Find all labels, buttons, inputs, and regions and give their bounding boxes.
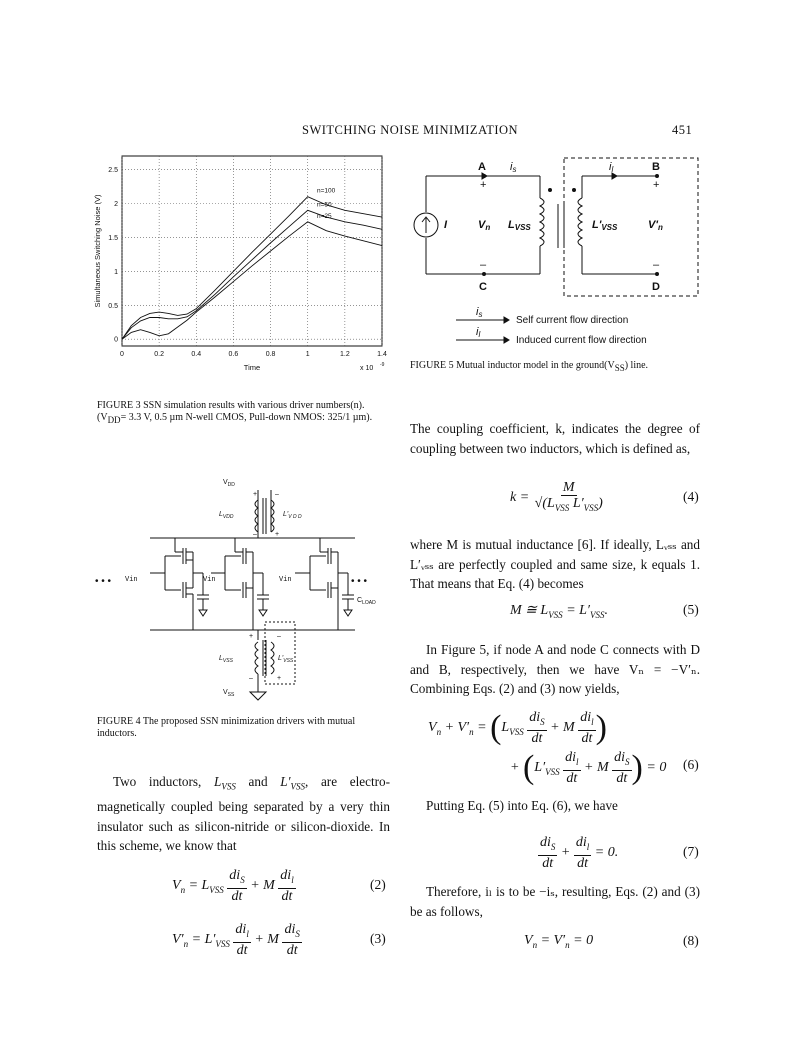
svg-text:il: il [609, 161, 614, 174]
y-tick-label: 2.5 [108, 167, 118, 175]
svg-text:L'V D D: $L'_{V D D}$ [283, 511, 302, 520]
y-tick-label: 1.5 [108, 234, 118, 242]
svg-text:+: + [249, 633, 254, 640]
driver-3 [295, 538, 354, 630]
series-line-n-50 [122, 210, 382, 339]
y-tick-label: 2 [114, 201, 118, 208]
x-tick-label: 0 [120, 351, 124, 358]
svg-text:+: + [653, 179, 660, 191]
equation-8-number: (8) [683, 933, 699, 948]
figure4-caption: FIGURE 4 The proposed SSN minimization drivers with mutual inductors. [97, 716, 356, 739]
equation-3: $V'_n = L'_{VSS}$ $\frac{di_l}{dt}$ + M $\frac{di_S}{dt}$ [172, 922, 300, 958]
x-axis-label: Time [243, 363, 261, 372]
svg-text:L'VSS: L'VSS [592, 219, 618, 232]
page-number: 451 [672, 123, 693, 137]
series-label: n=100 [317, 187, 336, 195]
lvss-coil [255, 642, 258, 674]
x-tick-label: 0.6 [228, 351, 239, 358]
svg-text:LVDD: $L_{VDD}$ [219, 511, 234, 520]
svg-text:LVSS: LVSS [508, 219, 531, 232]
x-multiplier: x 10 [360, 365, 374, 372]
equation-6-line2: + ($L'_{VSS}$ $\frac{di_l}{dt}$ + M $\frac{di_S}{dt}$ ) = 0 [510, 748, 667, 786]
svg-text:is: is [476, 306, 483, 319]
svg-text:is: is [510, 161, 517, 174]
equation-4: k = $\frac{M}{√(L_{VSS} L'_{VSS})}$ [510, 480, 603, 513]
right-paragraph-3: In Figure 5, if node A and node C connects with D and B, respectively, then we have Vₙ = −V′ₙ. Combining Eqs. (2) and (3) now yields, [410, 642, 700, 696]
series-label: n=50 [317, 201, 332, 209]
y-tick-label: 0.5 [108, 302, 118, 310]
svg-text:VSS: $V_{SS}$ [223, 689, 235, 698]
svg-text:• • •: • • • [95, 576, 112, 587]
svg-text:C: C [479, 281, 487, 293]
driver-2 [211, 538, 269, 630]
right-paragraph-5: Therefore, iₗ is to be −iₛ, resulting, Eqs. (2) and (3) be as follows, [410, 884, 700, 919]
y-axis-label: Simultaneous Switching Noise (V) [93, 194, 102, 308]
lpvss-coil-fig5 [578, 198, 582, 246]
right-dashed-box [564, 158, 698, 296]
svg-text:–: – [277, 633, 281, 640]
x-tick-label: 1.4 [377, 351, 387, 358]
svg-text:–: – [253, 531, 257, 538]
equation-7-number: (7) [683, 844, 699, 859]
svg-text:L'VSS: $L'_{VSS}$ [278, 655, 294, 664]
x-tick-label: 0.2 [154, 351, 165, 358]
equation-4-number: (4) [683, 489, 699, 504]
x-tick-label: 1 [305, 351, 310, 358]
svg-text:B: B [652, 161, 660, 173]
svg-text:Vin: Vin [279, 576, 292, 584]
svg-text:Vin: Vin [125, 576, 138, 584]
svg-text:Induced current flow direction: Induced current flow direction [516, 335, 647, 346]
right-paragraph-4: Putting Eq. (5) into Eq. (6), we have [426, 798, 618, 813]
svg-text:+: + [275, 531, 280, 538]
figure5-circuit [412, 150, 708, 350]
y-tick-label: 1 [114, 268, 118, 276]
figure3-chart [90, 148, 400, 393]
svg-text:I: I [444, 219, 448, 231]
svg-text:+: + [480, 179, 487, 191]
equation-2-number: (2) [370, 877, 386, 892]
equation-2: $V_n = L_{VSS}$ $\frac{di_S}{dt}$ + M $\frac{di_l}{dt}$ [172, 868, 294, 904]
y-tick-label: 0 [114, 336, 118, 344]
series-label: n=25 [317, 212, 332, 220]
svg-text:VDD: $V_{DD}$ [223, 479, 235, 488]
lvss-coil-fig5 [540, 198, 544, 246]
right-paragraph-2: where M is mutual inductance [6]. If ideally, Lᵥₛₛ and L′ᵥₛₛ are perfectly coupled and same size, k equals 1. That means that Eq. (4) becomes [410, 537, 700, 591]
svg-text:+: + [253, 491, 258, 498]
svg-text:–: – [480, 259, 487, 271]
equation-6-line1: $V_n + V'_n = (L_{VSS}$ $\frac{di_S}{dt}$ + M $\frac{di_l}{dt}$ ) [428, 708, 607, 746]
figure4-circuit [95, 470, 415, 710]
equation-5: M ≅ $L_{VSS} = L'_{VSS}$. [510, 603, 608, 620]
equation-7: $\frac{di_S}{dt}$ + $\frac{di_l}{dt}$ = 0. [540, 835, 619, 871]
svg-text:–: – [653, 259, 660, 271]
svg-text:–: – [249, 675, 253, 682]
x-tick-label: 0.4 [191, 351, 202, 358]
x-multiplier-exponent: -9 [380, 362, 385, 368]
x-tick-label: 1.2 [339, 351, 350, 358]
svg-text:V'n: V'n [648, 219, 663, 232]
equation-6-number: (6) [683, 757, 699, 772]
svg-text:–: – [275, 491, 279, 498]
right-paragraph-1: The coupling coefficient, k, indicates the degree of coupling between two inductors, which is defined as, [410, 421, 700, 456]
equation-3-number: (3) [370, 931, 386, 946]
svg-text:LVSS: $L_{VSS}$ [219, 655, 233, 664]
equation-8: $V_n = V'_n = 0$ [524, 933, 594, 950]
equation-5-number: (5) [683, 602, 699, 617]
lpvss-coil [271, 642, 274, 674]
svg-text:CLOAD: $C_{LOAD}$ [357, 597, 376, 606]
svg-text:Vn: Vn [478, 219, 491, 232]
left-paragraph-1: Two inductors, $L_{VSS}$ and $L'_{VSS}$, are electro-magnetically coupled being separated by a very thin insulator such as silicon-nitride or silicon-dioxide. In this scheme, we know that [97, 774, 390, 854]
series-line-n-25 [122, 222, 382, 339]
vss-ground [250, 692, 266, 700]
svg-text:A: A [478, 161, 486, 173]
figure3-caption: FIGURE 3 SSN simulation results with various driver numbers(n). ($V_{DD}= 3.3$ V, 0.5 µm N-well CMOS, Pull-down NMOS: 325/1 µm). [97, 400, 373, 425]
svg-text:• • •: • • • [351, 576, 368, 587]
svg-text:+: + [277, 675, 282, 682]
running-title: SWITCHING NOISE MINIMIZATION [302, 123, 519, 137]
svg-text:D: D [652, 281, 660, 293]
svg-text:il: il [476, 326, 481, 339]
svg-text:Self current flow direction: Self current flow direction [516, 315, 629, 326]
x-tick-label: 0.8 [265, 351, 276, 358]
figure5-caption: FIGURE 5 Mutual inductor model in the $ground(V_{SS})$ line. [410, 360, 649, 373]
svg-text:Vin: Vin [203, 576, 216, 584]
driver-1 [150, 538, 209, 630]
